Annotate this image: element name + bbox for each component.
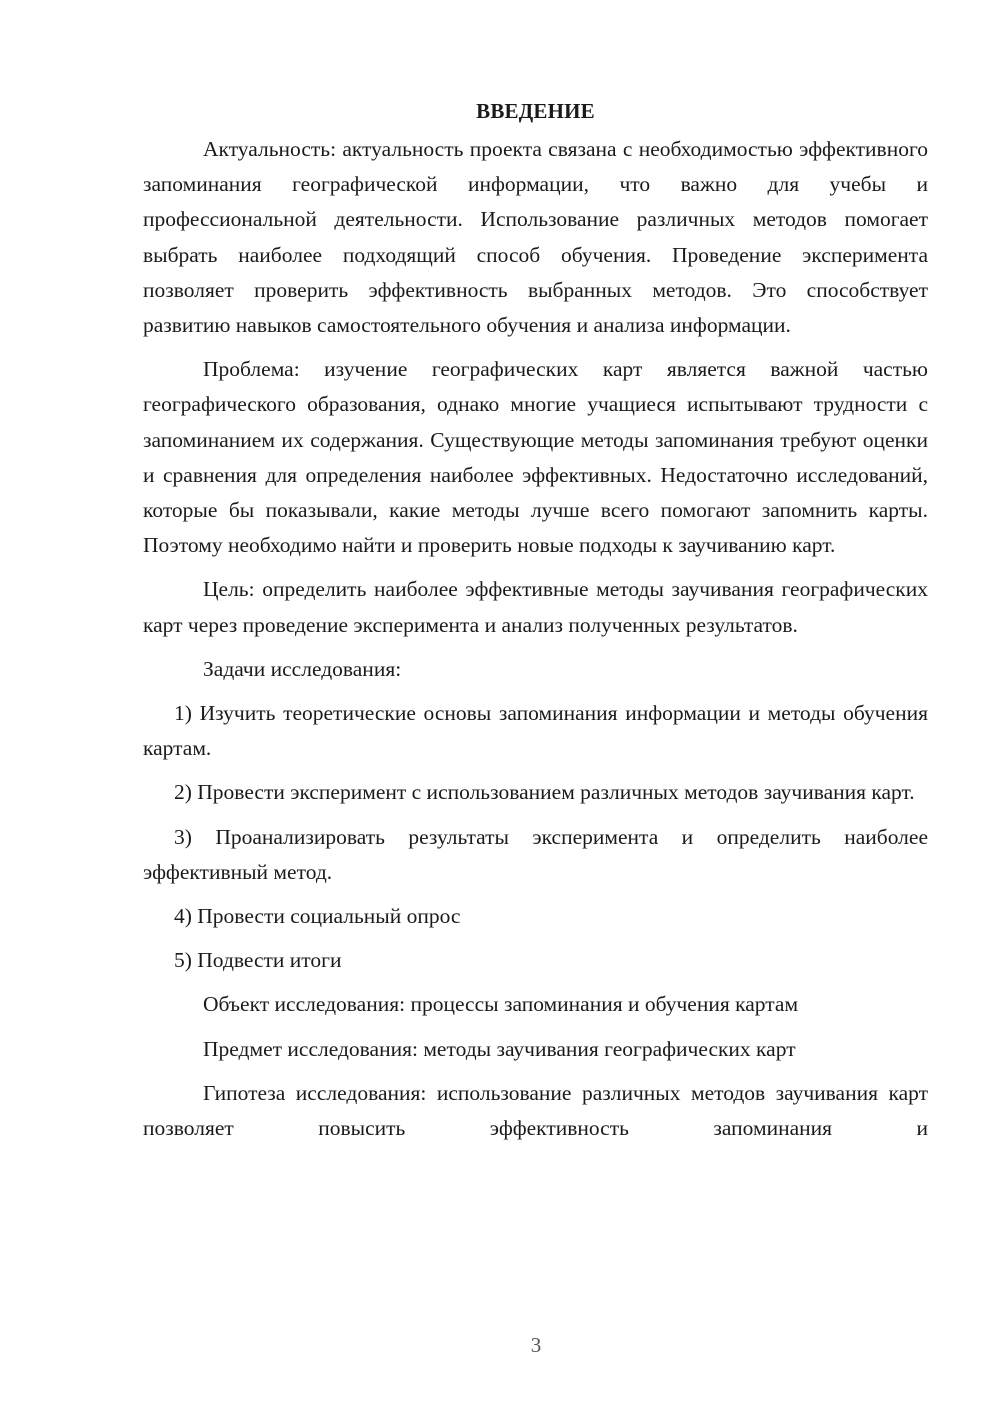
goal-paragraph: Цель: определить наиболее эффективные методы заучивания географических карт через проведение эксперимента и анализ полученных результатов. bbox=[143, 577, 928, 637]
page-content bbox=[143, 96, 928, 1155]
task-item-3: 3) Проанализировать результаты эксперимента и определить наиболее эффективный метод. bbox=[143, 824, 928, 884]
task-item-4: 4) Провести социальный опрос bbox=[174, 904, 461, 929]
task-item-1: 1) Изучить теоретические основы запоминания информации и методы обучения картам. bbox=[143, 701, 928, 761]
problem-paragraph: Проблема: изучение географических карт является важной частью географического образования, однако многие учащиеся испытывают трудности с запоминанием их содержания. Существующие методы запоминания требуют оценки и сравнения для определения наиболее эффективных. Недостаточно исследований, которые бы показывали, какие методы лучше всего помогают запомнить карты. Поэтому необходимо найти и проверить новые подходы к заучиванию карт. bbox=[143, 357, 928, 558]
task-item-5: 5) Подвести итоги bbox=[174, 948, 342, 973]
hypothesis-paragraph: Гипотеза исследования: использование различных методов заучивания карт позволяет повысить эффективность запоминания и bbox=[143, 1080, 928, 1141]
research-object: Объект исследования: процессы запоминания и обучения картам bbox=[203, 992, 799, 1017]
relevance-paragraph: Актуальность: актуальность проекта связана с необходимостью эффективного запоминания географической информации, что важно для учебы и профессиональной деятельности. Использование различных методов помогает выбрать наиболее подходящий способ обучения. Проведение эксперимента позволяет проверить эффективность выбранных методов. Это способствует развитию навыков самостоятельного обучения и анализа информации. bbox=[143, 137, 928, 338]
section-heading: ВВЕДЕНИЕ bbox=[476, 99, 595, 123]
task-item-2: 2) Провести эксперимент с использованием различных методов заучивания карт. bbox=[174, 780, 915, 805]
research-subject: Предмет исследования: методы заучивания географических карт bbox=[203, 1036, 796, 1061]
tasks-title: Задачи исследования: bbox=[203, 656, 402, 681]
page-number: 3 bbox=[530, 1333, 542, 1357]
